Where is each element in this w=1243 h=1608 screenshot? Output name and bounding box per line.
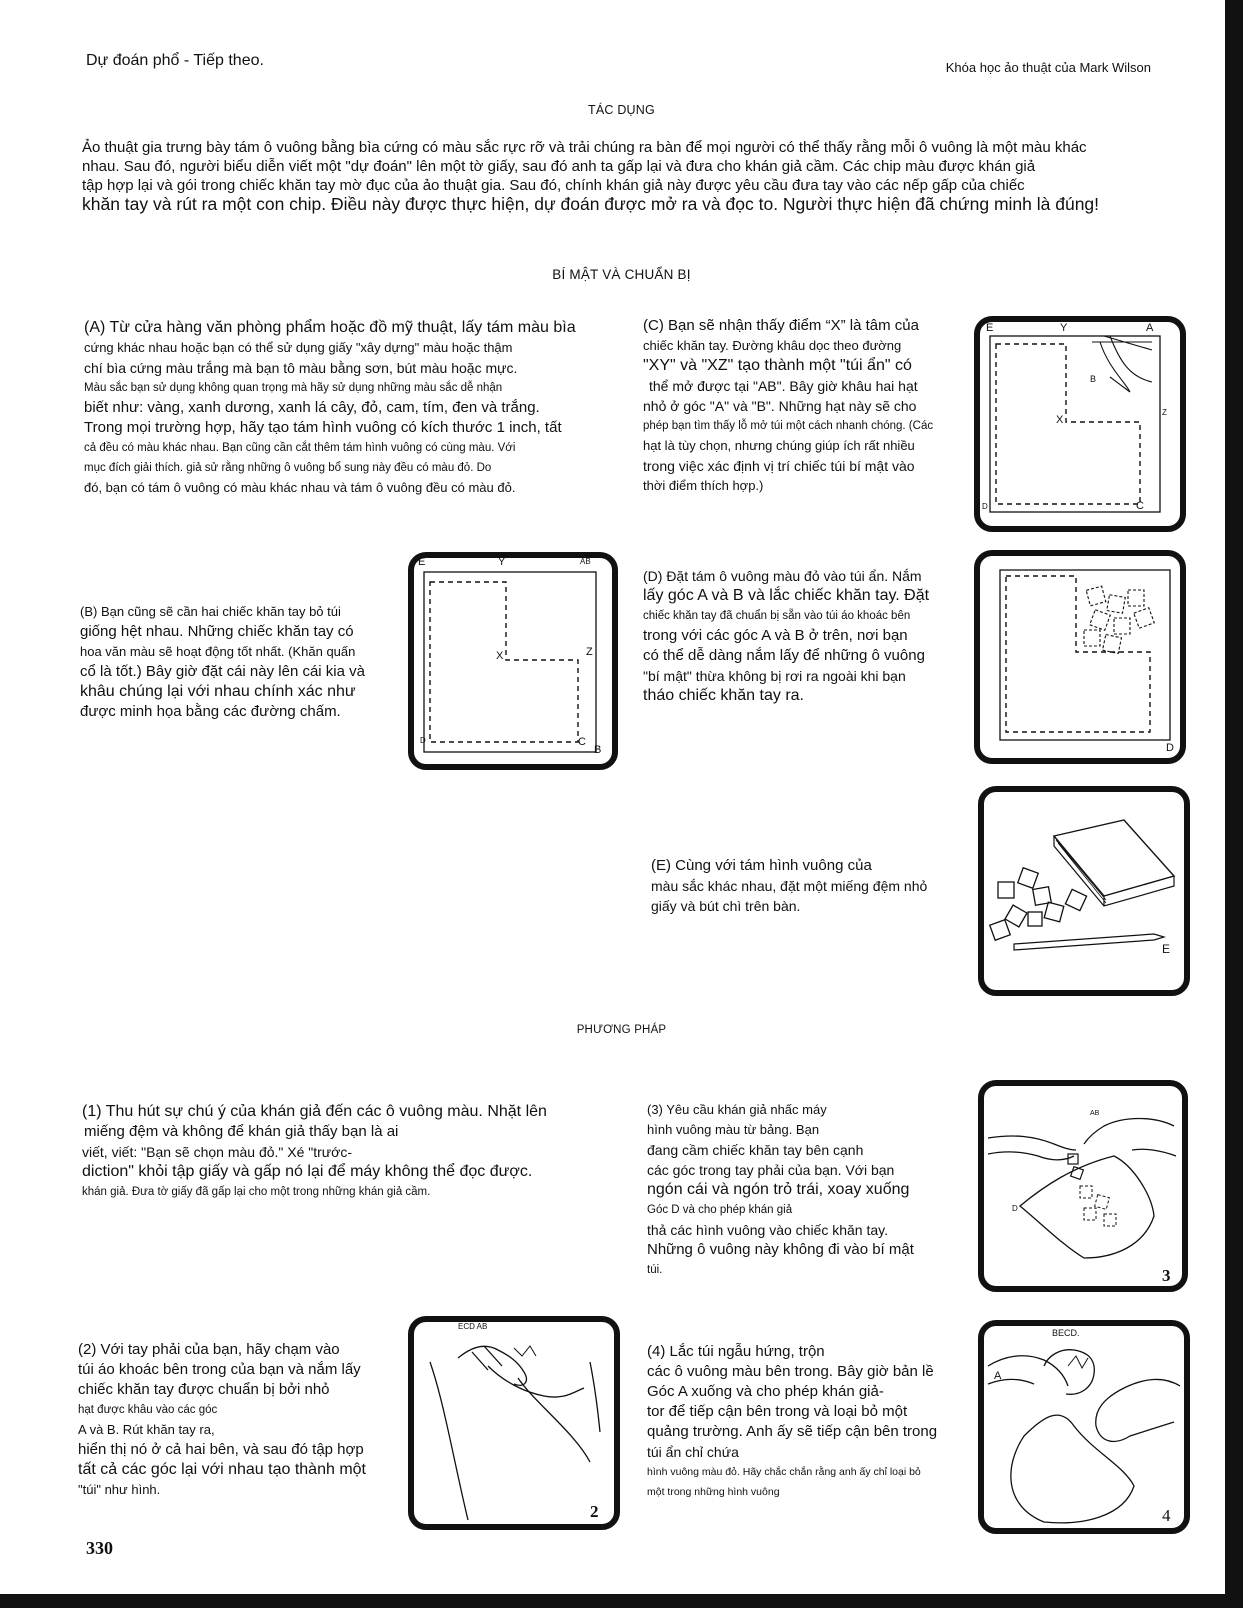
label-e: E bbox=[418, 556, 426, 568]
step-e-text bbox=[651, 856, 951, 916]
text-line: Góc D và cho phép khán giả bbox=[647, 1204, 793, 1216]
secret-title: BÍ MẬT VÀ CHUẨN BỊ bbox=[552, 267, 691, 282]
step-3-text bbox=[647, 1100, 967, 1280]
text-line: cổ là tốt.) Bây giờ đặt cái này lên cái kia và bbox=[80, 663, 365, 680]
step-c-text bbox=[643, 316, 973, 496]
text-line: diction" khỏi tập giấy và gấp nó lại để máy không thể đọc được. bbox=[82, 1163, 533, 1180]
running-header-right: Khóa học ảo thuật của Mark Wilson bbox=[945, 60, 1151, 75]
text-line: phép bạn tìm thấy lỗ mở túi một cách nhanh chóng. (Các bbox=[643, 420, 934, 432]
label-e: E bbox=[1162, 942, 1171, 956]
handkerchief-diagram-d bbox=[980, 556, 1180, 758]
text-line: hạt được khâu vào các góc bbox=[78, 1404, 218, 1416]
text-line: thể mở được tại "AB". Bây giờ khâu hai hạt bbox=[649, 378, 918, 394]
text-line: túi ẩn chỉ chứa bbox=[647, 1444, 739, 1460]
figure-2-gathering-corners bbox=[408, 1316, 620, 1530]
label-c: C bbox=[1136, 500, 1144, 512]
text-line: chí bìa cứng màu trắng mà bạn tô màu bằng sơn, bút màu hoặc mực. bbox=[84, 360, 518, 376]
text-line: tor để tiếp cận bên trong và loại bỏ một bbox=[647, 1403, 908, 1420]
text-line: hiển thị nó ở cả hai bên, và sau đó tập hợp bbox=[78, 1441, 364, 1458]
step-a-text bbox=[84, 318, 614, 498]
label-y: Y bbox=[1060, 322, 1068, 334]
text-line: (4) Lắc túi ngẫu hứng, trộn bbox=[647, 1343, 825, 1360]
text-line: hình vuông màu đỏ. Hãy chắc chắn rằng anh ấy chỉ loại bỏ bbox=[647, 1466, 921, 1478]
step-2-text bbox=[78, 1340, 408, 1500]
text-line: trong với các góc A và B ở trên, nơi bạn bbox=[643, 627, 908, 644]
label-ecd-ab: ECD AB bbox=[458, 1322, 488, 1331]
label-b: B bbox=[594, 744, 602, 756]
text-line: Trong mọi trường hợp, hãy tạo tám hình vuông có kích thước 1 inch, tất bbox=[84, 419, 562, 436]
handkerchief-diagram-b bbox=[414, 558, 612, 764]
text-line: hình vuông màu từ bảng. Bạn bbox=[647, 1122, 820, 1137]
step-4-text bbox=[647, 1342, 967, 1502]
text-line: đang cầm chiếc khăn tay bên cạnh bbox=[647, 1142, 864, 1158]
text-line: "túi" như hình. bbox=[78, 1482, 161, 1497]
text-line: thời điểm thích hợp.) bbox=[643, 478, 764, 493]
label-e: E bbox=[986, 322, 994, 334]
text-line: đó, bạn có tám ô vuông có màu khác nhau và tám ô vuông đều có màu đỏ. bbox=[84, 480, 516, 495]
text-line: ngón cái và ngón trỏ trái, xoay xuống bbox=[647, 1181, 910, 1198]
effect-line: Ảo thuật gia trưng bày tám ô vuông bằng bìa cứng có màu sắc rực rỡ và trải chúng ra bàn để mọi người có thể thấy rằng mỗi ô vuông là một màu khác bbox=[82, 139, 1087, 156]
text-line: Những ô vuông này không đi vào bí mật bbox=[647, 1241, 914, 1258]
figure-b-two-handkerchiefs bbox=[408, 552, 618, 770]
text-line: màu sắc khác nhau, đặt một miếng đệm nhỏ bbox=[651, 878, 928, 894]
effect-title: TÁC DỤNG bbox=[588, 103, 655, 117]
step-b-text bbox=[80, 602, 400, 722]
effect-line: khăn tay và rút ra một con chip. Điều này được thực hiện, dự đoán được mở ra và đọc to. Người thực hiện đã chứng minh là đúng! bbox=[82, 194, 1100, 214]
text-line: miếng đệm và không để khán giả thấy bạn là ai bbox=[84, 1123, 399, 1140]
text-line: (C) Bạn sẽ nhận thấy điểm “X” là tâm của bbox=[643, 317, 919, 334]
running-header-left: Dự đoán phổ - Tiếp theo. bbox=[86, 52, 264, 69]
text-line: "XY" và "XZ" tạo thành một "túi ẩn" có bbox=[643, 357, 912, 374]
figure-number: 2 bbox=[590, 1502, 599, 1521]
text-line: Màu sắc bạn sử dụng không quan trọng mà hãy sử dụng những màu sắc dễ nhận bbox=[84, 382, 503, 394]
text-line: cả đều có màu khác nhau. Bạn cũng cần cắt thêm tám hình vuông có cùng màu. Với bbox=[84, 442, 516, 454]
step-1-text bbox=[82, 1102, 642, 1202]
label-x: X bbox=[1056, 414, 1064, 426]
text-line: các góc trong tay phải của bạn. Với bạn bbox=[647, 1162, 895, 1178]
label-ab: AB bbox=[580, 557, 591, 566]
page-number: 330 bbox=[86, 1538, 113, 1558]
text-line: lấy góc A và B và lắc chiếc khăn tay. Đặt bbox=[643, 587, 930, 604]
figure-d-squares-in-pocket bbox=[974, 550, 1186, 764]
text-line: (3) Yêu cầu khán giả nhấc máy bbox=[647, 1102, 827, 1117]
figure-3-dropping-squares bbox=[978, 1080, 1188, 1292]
text-line: (1) Thu hút sự chú ý của khán giả đến các ô vuông màu. Nhặt lên bbox=[82, 1103, 547, 1120]
text-line: (E) Cùng với tám hình vuông của bbox=[651, 857, 872, 874]
figure-number: 3 bbox=[1162, 1266, 1171, 1285]
label-a: A bbox=[994, 1370, 1002, 1382]
text-line: cứng khác nhau hoặc bạn có thể sử dụng giấy "xây dựng" màu hoặc thậm bbox=[84, 340, 513, 355]
label-d: D bbox=[1166, 742, 1174, 754]
label-x: X bbox=[496, 650, 504, 662]
text-line: giống hệt nhau. Những chiếc khăn tay có bbox=[80, 623, 354, 640]
text-line: giấy và bút chì trên bàn. bbox=[651, 898, 801, 914]
pad-pencil-illustration bbox=[984, 792, 1184, 990]
label-a: A bbox=[1146, 322, 1154, 334]
text-line: tất cả các góc lại với nhau tạo thành một bbox=[78, 1461, 366, 1478]
text-line: mục đích giải thích. giả sử rằng những ô vuông bổ sung này đều có màu đỏ. Do bbox=[84, 462, 492, 474]
label-b: B bbox=[1090, 374, 1097, 384]
text-line: túi. bbox=[647, 1264, 663, 1276]
text-line: tháo chiếc khăn tay ra. bbox=[643, 687, 804, 704]
label-d: D bbox=[420, 736, 426, 745]
text-line: (D) Đặt tám ô vuông màu đỏ vào túi ẩn. Nắm bbox=[643, 568, 922, 584]
text-line: (2) Với tay phải của bạn, hãy chạm vào bbox=[78, 1341, 340, 1358]
label-becd: BECD. bbox=[1052, 1328, 1080, 1338]
text-line: chiếc khăn tay được chuẩn bị bởi nhỏ bbox=[78, 1381, 330, 1398]
page-edge-right bbox=[1225, 0, 1243, 1608]
text-line: khán giả. Đưa tờ giấy đã gấp lại cho một trong những khán giả cầm. bbox=[82, 1186, 431, 1198]
text-line: hạt là tùy chọn, nhưng chúng giúp ích rất nhiều bbox=[643, 438, 915, 453]
text-line: khâu chúng lại với nhau chính xác như bbox=[80, 683, 356, 700]
text-line: A và B. Rút khăn tay ra, bbox=[78, 1422, 215, 1437]
hands-handkerchief-illustration-4 bbox=[984, 1326, 1184, 1528]
text-line: (A) Từ cửa hàng văn phòng phẩm hoặc đồ mỹ thuật, lấy tám màu bìa bbox=[84, 319, 576, 336]
method-title: PHƯƠNG PHÁP bbox=[576, 1024, 667, 1036]
text-line: trong việc xác định vị trí chiếc túi bí mật vào bbox=[643, 458, 915, 474]
figure-4-removing-square bbox=[978, 1320, 1190, 1534]
label-z: Z bbox=[586, 646, 593, 658]
text-line: "bí mật" thừa không bị rơi ra ngoài khi bạn bbox=[643, 668, 906, 684]
hands-handkerchief-illustration-3 bbox=[984, 1086, 1182, 1286]
effect-line: nhau. Sau đó, người biểu diễn viết một "dự đoán" lên một tờ giấy, sau đó anh ta gấp lại và đưa cho khán giả cầm. Các chip màu được khán giả bbox=[82, 158, 1036, 175]
label-d: D bbox=[1012, 1204, 1018, 1213]
label-z: Z bbox=[1162, 408, 1167, 417]
text-line: được minh họa bằng các đường chấm. bbox=[80, 703, 341, 720]
text-line: các ô vuông màu bên trong. Bây giờ bản lề bbox=[647, 1363, 934, 1380]
text-line: viết, viết: "Bạn sẽ chọn màu đỏ." Xé "trước- bbox=[82, 1144, 353, 1160]
step-d-text bbox=[643, 566, 953, 706]
label-d: D bbox=[982, 502, 988, 511]
text-line: biết như: vàng, xanh dương, xanh lá cây, đỏ, cam, tím, đen và trắng. bbox=[84, 399, 540, 416]
text-line: Góc A xuống và cho phép khán giả- bbox=[647, 1383, 884, 1400]
text-line: túi áo khoác bên trong của bạn và nắm lấy bbox=[78, 1361, 361, 1378]
text-line: chiếc khăn tay. Đường khâu dọc theo đường bbox=[643, 338, 902, 353]
text-line: quảng trường. Anh ấy sẽ tiếp cận bên trong bbox=[647, 1423, 938, 1440]
page-edge-bottom bbox=[0, 1594, 1243, 1608]
label-y: Y bbox=[498, 556, 506, 568]
text-line: hoa văn màu sẽ hoạt động tốt nhất. (Khăn quấn bbox=[80, 644, 356, 659]
text-line: có thể dễ dàng nắm lấy để những ô vuông bbox=[643, 647, 925, 664]
label-ab: AB bbox=[1090, 1110, 1100, 1117]
figure-e-pad-pencil-squares bbox=[978, 786, 1190, 996]
label-c: C bbox=[578, 736, 586, 748]
text-line: chiếc khăn tay đã chuẩn bị sẵn vào túi áo khoác bên bbox=[643, 610, 911, 622]
figure-c-handkerchief-pocket bbox=[974, 316, 1186, 532]
text-line: nhỏ ở góc "A" và "B". Những hạt này sẽ cho bbox=[643, 398, 917, 414]
text-line: một trong những hình vuông bbox=[647, 1486, 780, 1498]
figure-number: 4 bbox=[1162, 1506, 1171, 1525]
effect-line: tập hợp lại và gói trong chiếc khăn tay mờ đục của ảo thuật gia. Sau đó, chính khán giả này được yêu cầu đưa tay vào các nếp gấp của chiếc bbox=[82, 177, 1025, 194]
text-line: thả các hình vuông vào chiếc khăn tay. bbox=[647, 1222, 889, 1238]
hands-handkerchief-illustration-2 bbox=[414, 1322, 614, 1524]
effect-paragraph bbox=[82, 138, 1182, 214]
text-line: (B) Bạn cũng sẽ cần hai chiếc khăn tay bỏ túi bbox=[80, 604, 341, 619]
handkerchief-diagram-c bbox=[980, 322, 1180, 526]
